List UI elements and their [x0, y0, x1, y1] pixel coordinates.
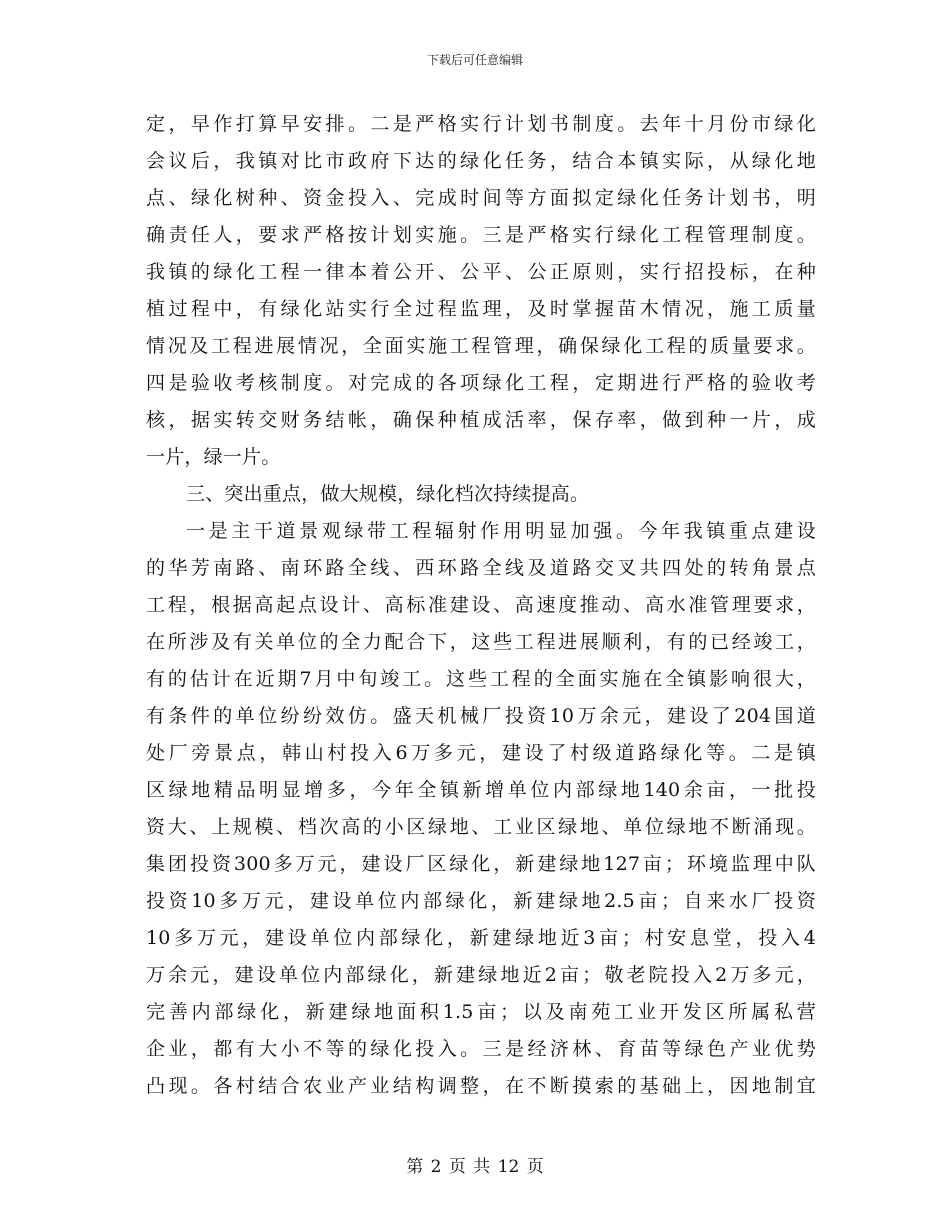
- text-line: 资大、上规模、档次高的小区绿地、工业区绿地、单位绿地不断涌现。: [146, 816, 816, 838]
- text-line: 的华芳南路、南环路全线、西环路全线及道路交叉共四处的转角景点: [146, 557, 816, 579]
- text-line: 核，据实转交财务结帐，确保种植成活率，保存率，做到种一片，成: [146, 409, 816, 431]
- text-line: 四是验收考核制度。对完成的各项绿化工程，定期进行严格的验收考: [146, 372, 816, 394]
- text-line: 会议后，我镇对比市政府下达的绿化任务，结合本镇实际，从绿化地: [146, 150, 816, 172]
- text-line: 有条件的单位纷纷效仿。盛天机械厂投资10万余元，建设了204国道: [146, 705, 816, 727]
- text-line: 在所涉及有关单位的全力配合下，这些工程进展顺利，有的已经竣工，: [146, 631, 816, 653]
- text-line: 情况及工程进展情况，全面实施工程管理，确保绿化工程的质量要求。: [146, 335, 816, 357]
- text-line: 确责任人，要求严格按计划实施。三是严格实行绿化工程管理制度。: [146, 224, 816, 246]
- text-line: 处厂旁景点，韩山村投入6万多元，建设了村级道路绿化等。二是镇: [146, 742, 816, 764]
- text-line: 植过程中，有绿化站实行全过程监理，及时掌握苗木情况，施工质量: [146, 298, 816, 320]
- text-line: 集团投资300多万元，建设厂区绿化，新建绿地127亩；环境监理中队: [146, 853, 816, 875]
- text-line: 一片，绿一片。: [146, 446, 281, 468]
- text-line: 工程，根据高起点设计、高标准建设、高速度推动、高水准管理要求，: [146, 594, 816, 616]
- text-line: 我镇的绿化工程一律本着公开、公平、公正原则，实行招投标，在种: [146, 261, 816, 283]
- page-header: 下载后可任意编辑: [426, 53, 523, 67]
- text-line: 定，早作打算早安排。二是严格实行计划书制度。去年十月份市绿化: [146, 113, 816, 135]
- text-line: 完善内部绿化，新建绿地面积1.5亩；以及南苑工业开发区所属私营: [146, 1001, 816, 1023]
- text-line: 一是主干道景观绿带工程辐射作用明显加强。今年我镇重点建设: [186, 520, 816, 542]
- text-line: 点、绿化树种、资金投入、完成时间等方面拟定绿化任务计划书，明: [146, 187, 816, 209]
- text-line: 凸现。各村结合农业产业结构调整，在不断摸索的基础上，因地制宜: [146, 1075, 816, 1097]
- text-line: 三、突出重点，做大规模，绿化档次持续提高。: [186, 483, 590, 505]
- text-line: 有的估计在近期7月中旬竣工。这些工程的全面实施在全镇影响很大，: [146, 668, 816, 690]
- page-footer: 第 2 页 共 12 页: [406, 1157, 544, 1177]
- text-line: 企业，都有大小不等的绿化投入。三是经济林、育苗等绿色产业优势: [146, 1038, 816, 1060]
- document-body: [146, 106, 816, 1105]
- text-line: 投资10多万元，建设单位内部绿化，新建绿地2.5亩；自来水厂投资: [146, 890, 816, 912]
- text-line: 万余元，建设单位内部绿化，新建绿地近2亩；敬老院投入2万多元，: [146, 964, 816, 986]
- text-line: 10多万元，建设单位内部绿化，新建绿地近3亩；村安息堂，投入4: [146, 927, 816, 949]
- text-line: 区绿地精品明显增多，今年全镇新增单位内部绿地140余亩，一批投: [146, 779, 816, 801]
